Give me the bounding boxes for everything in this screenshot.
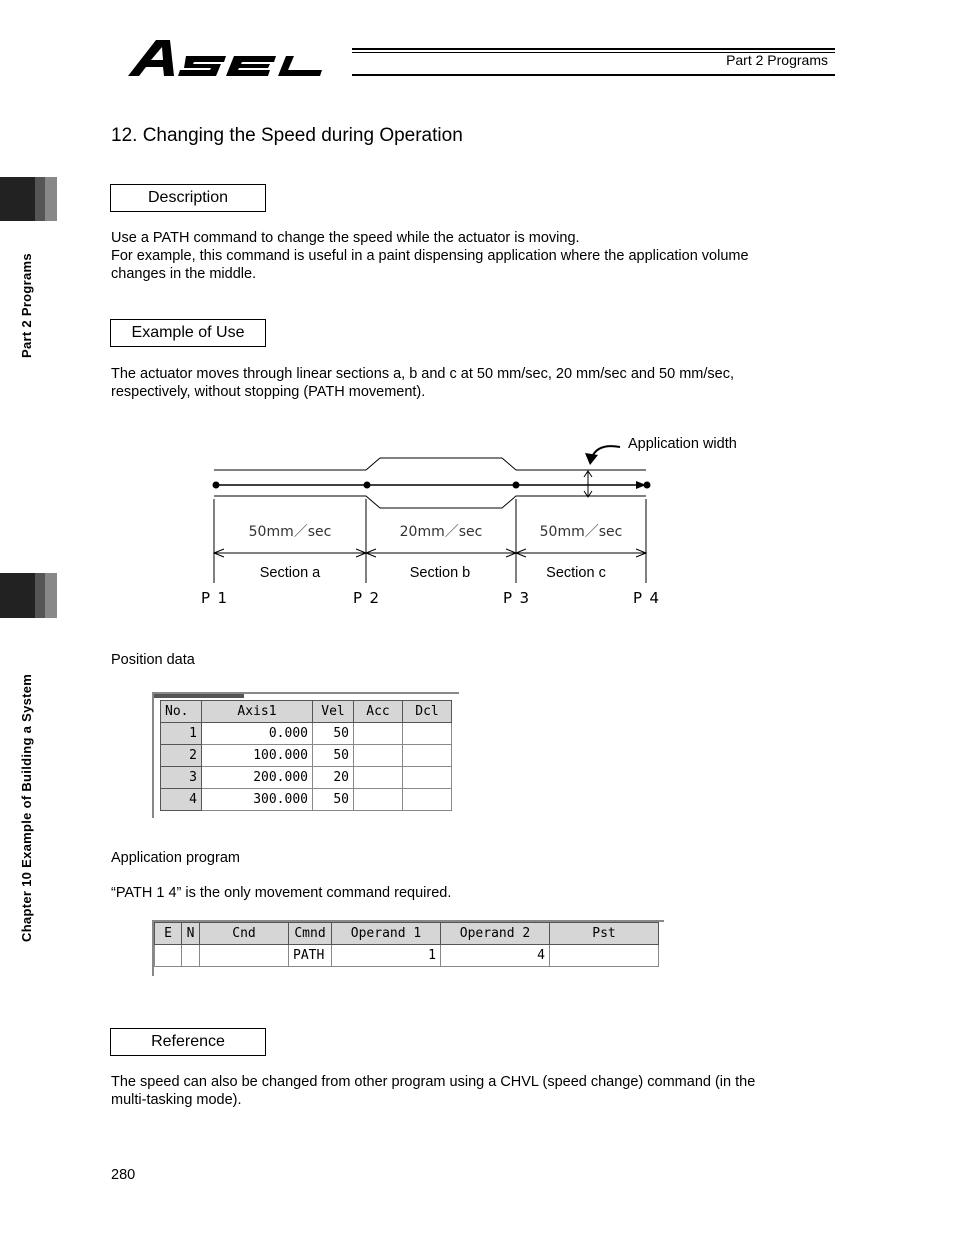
position-table-header (161, 701, 452, 723)
point-marker-4 (644, 482, 651, 489)
page-title: 12. Changing the Speed during Operation (111, 125, 463, 146)
cell-axis1[interactable]: 0.000 (202, 723, 313, 745)
cell-acc[interactable] (354, 723, 403, 745)
side-label-chapter: Chapter 10 Example of Building a System (19, 673, 34, 942)
col-operand1[interactable]: Operand 1 (332, 923, 441, 945)
section-label-a: Section a (259, 565, 321, 581)
application-width-label: Application width (628, 436, 737, 452)
row-number: 2 (161, 745, 202, 767)
speed-label-b: 20mm／sec (399, 524, 483, 540)
example-line-2: respectively, without stopping (PATH movement). (111, 384, 426, 400)
point-label-3: P 3 (502, 589, 530, 607)
col-operand2[interactable]: Operand 2 (441, 923, 550, 945)
header-rule-top (352, 48, 835, 50)
cell-cnd[interactable] (200, 945, 289, 967)
cell-acc[interactable] (354, 745, 403, 767)
cell-dcl[interactable] (403, 745, 452, 767)
speed-label-a: 50mm／sec (248, 524, 332, 540)
program-note: “PATH 1 4” is the only movement command required. (111, 885, 452, 901)
col-no[interactable]: No. (161, 701, 202, 723)
header-rule-bottom (352, 74, 835, 76)
col-acc[interactable]: Acc (354, 701, 403, 723)
reference-text (111, 1073, 755, 1109)
side-tab-lower-accent2 (45, 573, 57, 618)
cell-acc[interactable] (354, 789, 403, 811)
cell-vel[interactable]: 50 (313, 745, 354, 767)
example-line-1: The actuator moves through linear sections a, b and c at 50 mm/sec, 20 mm/sec and 50 mm/sec, (111, 366, 734, 382)
row-number: 1 (161, 723, 202, 745)
speed-label-c: 50mm／sec (539, 524, 623, 540)
point-marker-2 (364, 482, 371, 489)
description-label: Description (110, 184, 266, 212)
asel-logo (126, 36, 346, 80)
cell-axis1[interactable]: 300.000 (202, 789, 313, 811)
cell-n[interactable] (182, 945, 200, 967)
point-label-1: P 1 (200, 589, 228, 607)
point-label-2: P 2 (352, 589, 380, 607)
side-label-part: Part 2 Programs (19, 253, 34, 358)
position-data-label: Position data (111, 652, 195, 668)
reference-line-1: The speed can also be changed from other program using a CHVL (speed change) command (in the (111, 1074, 756, 1090)
col-n[interactable]: N (182, 923, 200, 945)
path-diagram (180, 425, 780, 615)
description-text (111, 229, 749, 283)
description-line-1: Use a PATH command to change the speed while the actuator is moving. (111, 230, 580, 246)
col-axis1[interactable]: Axis1 (202, 701, 313, 723)
table-row[interactable] (161, 723, 452, 745)
col-vel[interactable]: Vel (313, 701, 354, 723)
description-line-2: For example, this command is useful in a paint dispensing application where the application volume (111, 248, 749, 264)
reference-label: Reference (110, 1028, 266, 1056)
table-row[interactable] (155, 945, 659, 967)
example-text (111, 365, 734, 401)
header-section: Part 2 Programs (726, 52, 828, 68)
cell-vel[interactable]: 20 (313, 767, 354, 789)
cell-operand1[interactable]: 1 (332, 945, 441, 967)
point-marker-1 (213, 482, 220, 489)
boundary-bottom (214, 496, 646, 508)
cell-pst[interactable] (550, 945, 659, 967)
col-e[interactable]: E (155, 923, 182, 945)
row-number: 4 (161, 789, 202, 811)
boundary-top (214, 458, 646, 470)
program-table[interactable] (154, 922, 659, 967)
cell-operand2[interactable]: 4 (441, 945, 550, 967)
point-marker-3 (513, 482, 520, 489)
cell-e[interactable] (155, 945, 182, 967)
side-tab-upper-accent2 (45, 177, 57, 221)
section-label-c: Section c (546, 565, 606, 581)
side-tab-lower-accent (35, 573, 45, 618)
section-label-b: Section b (409, 565, 471, 581)
cell-acc[interactable] (354, 767, 403, 789)
position-table[interactable] (160, 700, 452, 811)
cell-dcl[interactable] (403, 767, 452, 789)
page-number: 280 (111, 1167, 136, 1183)
example-label: Example of Use (110, 319, 266, 347)
cell-dcl[interactable] (403, 723, 452, 745)
side-tab-lower (0, 573, 35, 618)
table-row[interactable] (161, 745, 452, 767)
col-dcl[interactable]: Dcl (403, 701, 452, 723)
side-tab-upper-accent (35, 177, 45, 221)
position-table-frame (152, 692, 459, 818)
table-row[interactable] (161, 789, 452, 811)
callout-arrowhead (585, 453, 598, 465)
position-table-top-tab (154, 694, 244, 698)
cell-cmnd[interactable]: PATH (289, 945, 332, 967)
reference-line-2: multi-tasking mode). (111, 1092, 242, 1108)
row-number: 3 (161, 767, 202, 789)
cell-vel[interactable]: 50 (313, 723, 354, 745)
cell-axis1[interactable]: 200.000 (202, 767, 313, 789)
col-pst[interactable]: Pst (550, 923, 659, 945)
cell-vel[interactable]: 50 (313, 789, 354, 811)
point-label-4: P 4 (632, 589, 660, 607)
side-tab-upper (0, 177, 35, 221)
table-row[interactable] (161, 767, 452, 789)
cell-dcl[interactable] (403, 789, 452, 811)
col-cnd[interactable]: Cnd (200, 923, 289, 945)
program-table-header (155, 923, 659, 945)
description-line-3: changes in the middle. (111, 266, 257, 282)
program-table-frame (152, 920, 664, 976)
col-cmnd[interactable]: Cmnd (289, 923, 332, 945)
cell-axis1[interactable]: 100.000 (202, 745, 313, 767)
program-label: Application program (111, 850, 240, 866)
